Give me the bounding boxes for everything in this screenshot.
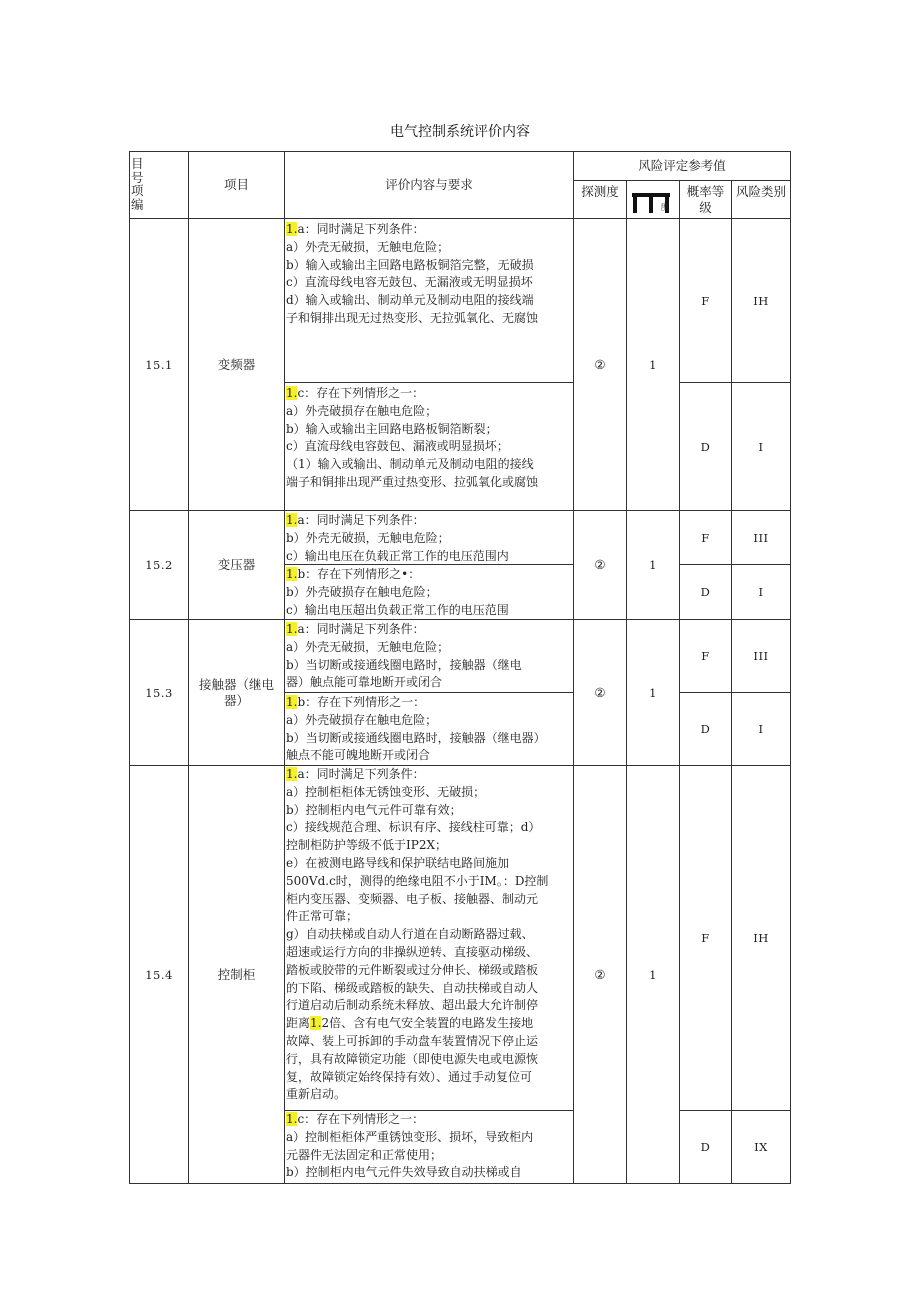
header-content: 评价内容与要求 bbox=[385, 177, 473, 192]
page-title: 电气控制系统评价内容 bbox=[390, 124, 530, 140]
row-detect: ② bbox=[594, 356, 606, 372]
content-block: 1.a：同时满足下列条件： b）外壳无破损，无触电危险； c）输出电压在负载正常工作的电压范围内 bbox=[286, 513, 509, 563]
row-prob: F bbox=[701, 649, 710, 663]
row-number: 15.3 bbox=[145, 685, 173, 700]
row-item-name: 接触器（继电 器） bbox=[198, 676, 274, 708]
row-category: I bbox=[758, 585, 764, 599]
content-block: 1.b：存在下列情形之一： a）外壳破损存在触电危险； b）当切断或接通线圈电路时，接触器（继电器） 触点不能可魄地断开或闭合 bbox=[286, 695, 546, 763]
row-category: III bbox=[753, 530, 769, 545]
row-detect: ② bbox=[594, 684, 606, 700]
content-block: 1.c：存在下列情形之一： a）外壳破损存在触电危险； b）输入或输出主回路电路板铜箔断裂； c）直流母线电容鼓包、漏液或明显损坏； （1）输入或输出、制动单元及制动电阻的接线 端子和铜排出现严重过热变形、拉弧氧化或腐蚀 bbox=[286, 386, 539, 489]
row-category: I bbox=[758, 722, 764, 736]
row-category: I bbox=[758, 439, 764, 454]
row-prob: F bbox=[701, 293, 710, 308]
row-severity: 1 bbox=[649, 558, 657, 572]
row-prob: D bbox=[700, 439, 711, 454]
header-severity: 度 bbox=[660, 203, 670, 213]
row-detect: ② bbox=[594, 966, 606, 982]
header-number: 目 号 项 编 bbox=[131, 156, 144, 212]
content-block: 1.a：同时满足下列条件： a）控制柜柜体无锈蚀变形、无破损； b）控制柜内电气元件可靠有效； c）接线规范合理、标识有序、接线柱可靠；d） 控制柜防护等级不低于IP2X； e）在被测电路导线和保护联结电路间施加 500Vd.c时，测得的绝缘电阻不小于IM。：D控制 柜内变压器、变频器、电子板、接触器、制动元 件正常可靠； g）自动扶梯或自动人行道在自动断路器过载、 超速或运行方向的非操纵逆转、直接驱动梯级、 踏板或胶带的元件断裂或过分伸长、梯级或踏板 的下陷、梯级或踏板的缺失、自动扶梯或自动人 行道启动后制动系统未释放、超出最大允许制停 距离1.2倍、含有电气安全装置的电路发生接地 故障、装上可拆卸的手动盘车装置情况下停止运 行，具有故障锁定功能（即使电源失电或电源恢 复，故障锁定始终保持有效）、通过手动复位可 重新启动。 bbox=[286, 767, 549, 1102]
content-block: 1.a：同时满足下列条件： a）外壳无破损，无触电危险； b）当切断或接通线圈电路时，接触器（继电 器）触点能可靠地断开或闭合 bbox=[286, 622, 522, 690]
row-number: 15.4 bbox=[145, 967, 173, 982]
header-item: 项目 bbox=[223, 177, 249, 192]
row-category: IX bbox=[754, 1140, 768, 1154]
row-category: IH bbox=[753, 931, 769, 945]
header-risk-group: 风险评定参考值 bbox=[638, 158, 726, 173]
row-item-name: 控制柜 bbox=[217, 966, 256, 982]
row-severity: 1 bbox=[649, 967, 657, 982]
row-prob: F bbox=[701, 530, 710, 545]
row-prob: D bbox=[700, 1140, 711, 1154]
content-block: 1.c：存在下列情形之一： a）控制柜柜体严重锈蚀变形、损坏，导致柜内 元器件无法固定和正常使用； b）控制柜内电气元件失效导致自动扶梯或自 bbox=[286, 1112, 534, 1180]
row-item-name: 变压器 bbox=[217, 557, 256, 572]
row-category: IH bbox=[753, 293, 769, 308]
row-prob: F bbox=[701, 931, 710, 945]
content-block: 1.b：存在下列情形之•： b）外壳破损存在触电危险； c）输出电压超出负载正常工作的电压范围 bbox=[286, 567, 509, 617]
row-prob: D bbox=[700, 585, 711, 599]
header-detect: 探测度 bbox=[581, 184, 619, 199]
row-item-name: 变频器 bbox=[217, 356, 256, 372]
row-severity: 1 bbox=[649, 685, 657, 700]
header-category: 风险类别 bbox=[735, 184, 786, 199]
row-detect: ② bbox=[594, 557, 606, 572]
row-number: 15.2 bbox=[145, 558, 173, 572]
content-block: 1.a：同时满足下列条件： a）外壳无破损，无触电危险； b）输入或输出主回路电路板铜箔完整，无破损 c）直流母线电容无鼓包、无漏液或无明显损坏 d）输入或输出、制动单元及制动电阻的接线端 子和铜排出现无过热变形、无拉弧氧化、无腐蚀 bbox=[286, 222, 539, 325]
row-severity: 1 bbox=[649, 357, 657, 372]
row-prob: D bbox=[700, 722, 711, 736]
header-prob: 概率等 级 bbox=[686, 183, 725, 215]
row-category: III bbox=[753, 649, 769, 663]
row-number: 15.1 bbox=[145, 357, 173, 372]
